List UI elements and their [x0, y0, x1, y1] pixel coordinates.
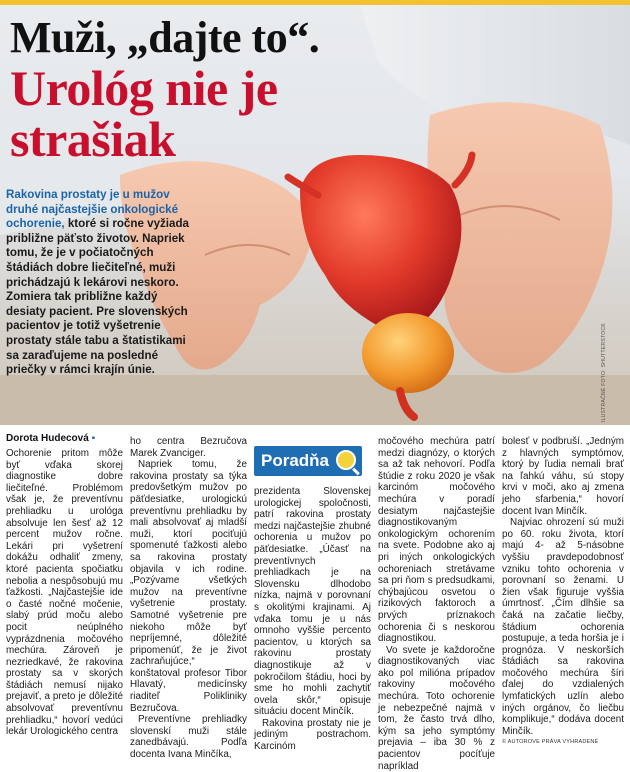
paragraph: bolesť v podbruší. „Jedným z hlavných symptómov, ktorý by ľudia nemali brať na ľahkú váhu, sú stopy krvi v moči, ako aj zmena jeho sfarbenia,“ hovorí docent Ivan Minčík.: [502, 436, 624, 517]
poradna-box: [254, 446, 362, 476]
paragraph: močového mechúra patrí medzi diagnózy, o ktorých sa až tak nehovorí. Podľa štúdie z roku 2020 je však karcinóm močového mechúra v poradí desiatym najčastejšie diagnostikovaným onkologickým ochorením na svete. Podobne ako aj pri iných onkologických ochoreniach stretávame sa pri ňom s predsudkami, chýbajúcou osvetou o rizikových faktoroch a prvých príznakoch ochorenia či s neskorou diagnostikou.: [378, 436, 495, 645]
paragraph: Ochorenie pritom môže byť vďaka skorej diagnostike dobre liečiteľné. Problémom však je, že preventívnu prehliadku u urológa absolvuje len šesť až 12 percent mužov ročne. Lekári pri vyšetrení dokážu odhaliť zmeny, ktoré pacienta spočiatku nebolia a nespôsobujú mu ťažkosti. „Najčastejšie ide o časté nočné močenie, slabý prúd moču alebo pocit neúplného vyprázdnenia močového mechúra. Zároveň je nezriedkavé, že rakovina prostaty sa v skorých štádiách nemusí nijako prejaviť, a preto je dôležité absolvovať preventívnu prehliadku,“ hovorí vedúci lekár Urologického centra: [6, 448, 123, 738]
paragraph: Preventívne prehliadky slovenskí muži stále zanedbávajú. Podľa docenta Ivana Minčíka,: [130, 714, 247, 761]
lead-rest: ktoré si ročne vyžiada približne päťsto životov. Napriek tomu, že je v počiatočných štádiách dobre liečiteľné, muži prichádzajú k lekárovi neskoro. Zomiera tak približne každý desiaty pacient. Pre slovenských pacientov je totiž vyšetrenie prostaty stále tabu a štatistikami sa zaraďujeme na posledné priečky v rámci krajín únie.: [6, 217, 190, 377]
author-rights-note: © AUTOROVE PRÁVA VYHRADENÉ: [502, 739, 599, 746]
photo-credit: ILUSTRAČNÉ FOTO: SHUTTERSTOCK: [601, 323, 607, 423]
article-column-3: [254, 486, 371, 753]
headline: [10, 13, 430, 167]
byline: [6, 433, 95, 444]
poradna-label: Poradňa: [261, 451, 330, 470]
lead-paragraph: [6, 188, 198, 378]
hero-photo: [0, 5, 630, 425]
paragraph: prezidenta Slovenskej urologickej spoločnosti, patrí rakovina prostaty medzi najčastejšie zhubné ochorenia u mužov po päťdesiatke. „Účasť na preventívnych prehliadkach je na Slovensku dlhodobo nízka, najmä v porovnaní s okolitými krajinami. Aj vďaka tomu je u nás omnoho vyššie percento pacientov, u ktorých sa rakovinu prostaty diagnostikuje až v pokročilom štádiu, hoci by sme ho mohli zachytiť ovela skôr,“ opisuje situáciu docent Minčík.: [254, 486, 371, 718]
paragraph: Vo svete je každoročne diagnostikovaných viac ako pol miliónа prípadov rakoviny močového mechúra. Toto ochorenie je nebezpečné najmä v tom, že často trvá dlho, kým sa jeho symptómy prejavia – iba 30 % z pacientov pocíťuje napríklad: [378, 644, 495, 772]
paragraph: Rakovina prostaty nie je jediným postrachom. Karcinóm: [254, 717, 371, 753]
article-column-1: [6, 448, 123, 738]
paragraph: Najviac ohrození sú muži po 60. roku života, ktorí majú 4- až 5-násobne vyššiu pravdepodobnosť vzniku tohto ochorenia v porovnaní so ženami. U žien však figuruje vyššia úmrtnosť. „Čím dlhšie sa čaká na začatie liečby, štádium ochorenia postupuje, a teda horšia je i prognóza. V neskorších štádiách sa rakovina močového mechúra šíri ďalej do vzdialených lymfatických uzlín alebo iných orgánov, čo liečbu komplikuje,“ dodáva docent Minčík.: [502, 517, 624, 737]
article-column-5: [502, 436, 624, 746]
headline-line2: Urológ nie je strašiak: [10, 59, 278, 167]
lead-highlight: Rakovina prostaty je u mužov druhé najčastejšie onkologické ochorenie,: [6, 188, 179, 231]
author-name: Dorota Hudecová: [6, 433, 89, 444]
paragraph: ho centra Bezručova Marek Zvanciger.: [130, 436, 247, 459]
headline-line1: Muži, „dajte to“.: [10, 13, 320, 62]
article-column-4: [378, 436, 495, 772]
magnifier-icon: [336, 450, 356, 470]
byline-mark: ▪: [88, 433, 96, 444]
paragraph: Napriek tomu, že rakovina prostaty sa týka predovšetkým mužov po päťdesiatke, urologickú preventívnu prehliadku by mali absolvovať aj mladší muži, ktorí pociťujú spomenuté ťažkosti alebo sa rakovina prostaty objavila v ich rodine. „Pozývame všetkých mužov na preventívne vyšetrenie prostaty. Samotné vyšetrenie pre niekoho môže byť nepríjemné, dôležité pripomenúť, že je život zachraňujúce,“ konštatoval profesor Tibor Hlavatý, medicínsky riaditeľ Polikliniky Bezručova.: [130, 459, 247, 714]
article-column-2: [130, 436, 247, 761]
